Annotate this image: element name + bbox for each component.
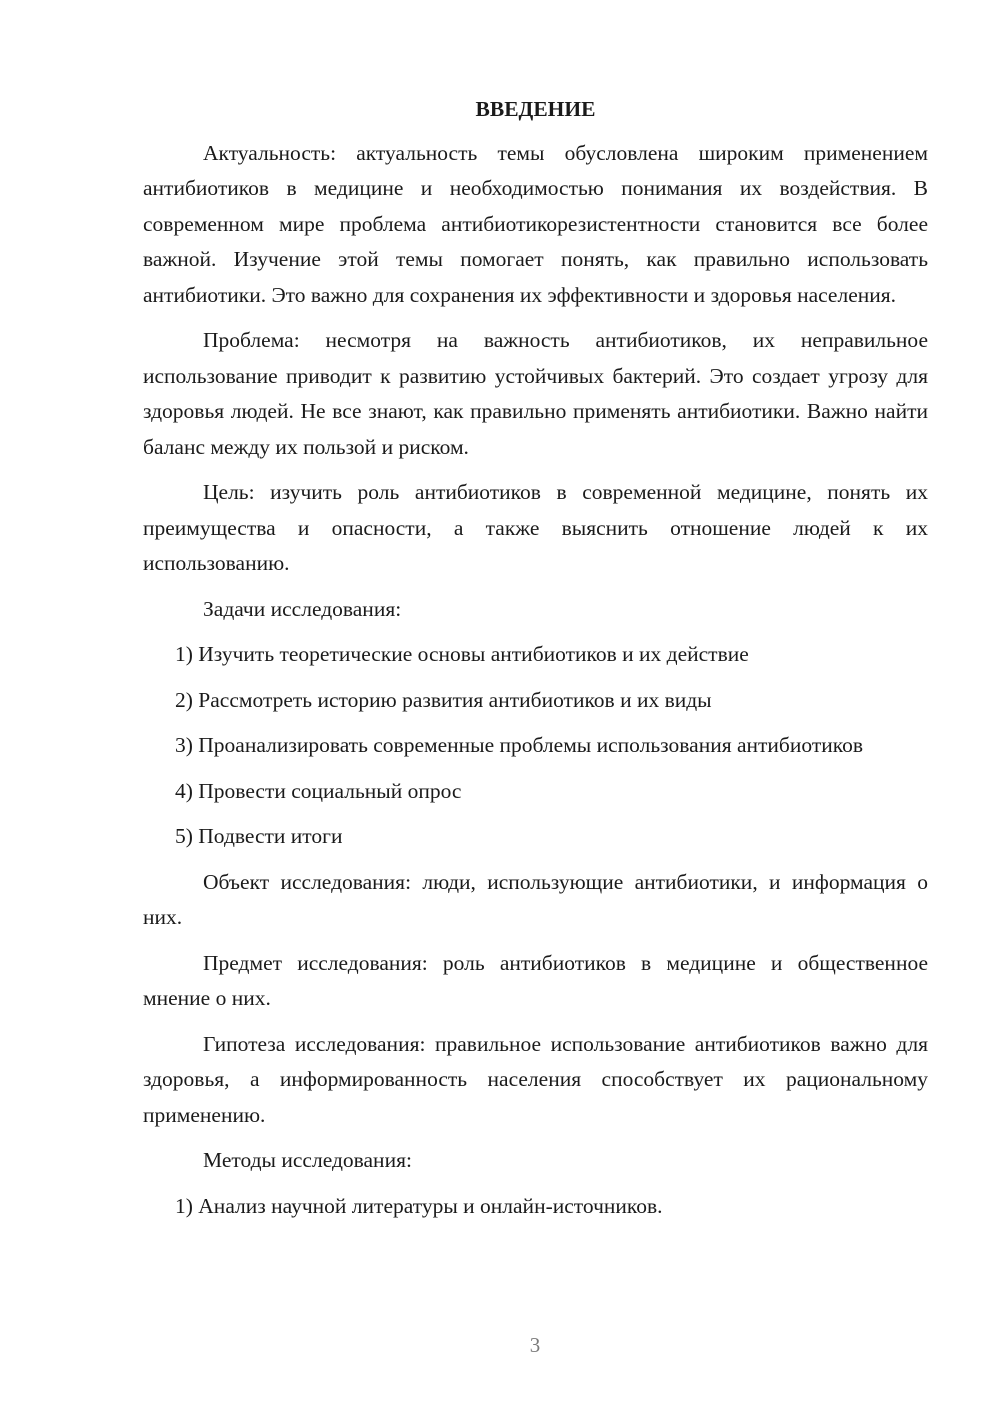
page-number: 3	[529, 1333, 541, 1357]
task-item: 4) Провести социальный опрос	[175, 778, 462, 803]
relevance-paragraph: Актуальность: актуальность темы обусловлена широким применением антибиотиков в медицине и необходимостью понимания их воздействия. В современном мире проблема антибиотикорезистентности становится все более важной. Изучение этой темы помогает понять, как правильно использовать антибиотики. Это важно для сохранения их эффективности и здоровья населения.	[143, 140, 928, 307]
section-title: ВВЕДЕНИЕ	[475, 97, 596, 121]
document-page	[143, 92, 928, 1234]
object-paragraph: Объект исследования: люди, использующие антибиотики, и информация о них.	[143, 869, 928, 929]
task-item: 5) Подвести итоги	[175, 824, 343, 848]
hypothesis-paragraph: Гипотеза исследования: правильное использование антибиотиков важно для здоровья, а информированность населения способствует их рациональному применению.	[143, 1031, 928, 1127]
tasks-heading: Задачи исследования:	[203, 596, 402, 621]
task-item: 1) Изучить теоретические основы антибиотиков и их действие	[175, 642, 749, 666]
problem-paragraph: Проблема: несмотря на важность антибиотиков, их неправильное использование приводит к развитию устойчивых бактерий. Это создает угрозу для здоровья людей. Не все знают, как правильно применять антибиотики. Важно найти баланс между их пользой и риском.	[143, 328, 928, 459]
method-item: 1) Анализ научной литературы и онлайн-источников.	[175, 1193, 663, 1218]
methods-heading: Методы исследования:	[203, 1148, 412, 1172]
task-item: 2) Рассмотреть историю развития антибиотиков и их виды	[175, 687, 712, 712]
task-item: 3) Проанализировать современные проблемы использования антибиотиков	[175, 733, 863, 757]
subject-paragraph: Предмет исследования: роль антибиотиков в медицине и общественное мнение о них.	[143, 950, 928, 1010]
goal-paragraph: Цель: изучить роль антибиотиков в современной медицине, понять их преимущества и опасности, а также выяснить отношение людей к их использованию.	[143, 480, 928, 575]
